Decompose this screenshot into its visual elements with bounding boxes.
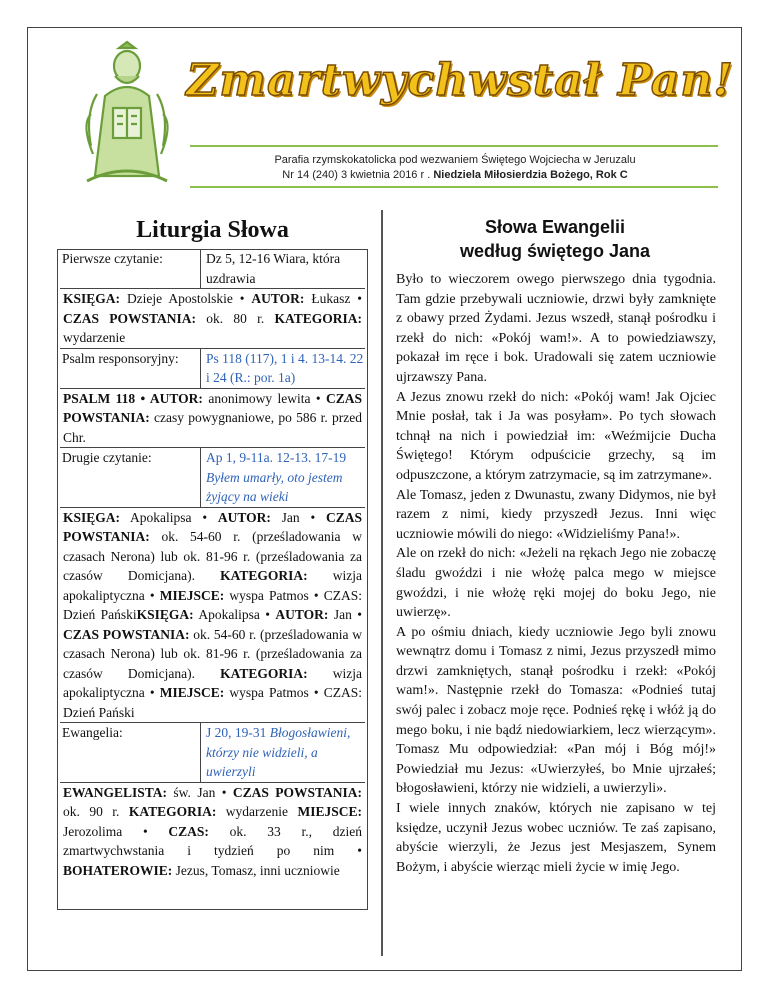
info-key: MIEJSCE: <box>297 804 362 819</box>
info-key: AUTOR: <box>275 607 329 622</box>
gospel-row <box>60 722 365 782</box>
info-value: Jan • <box>270 509 326 525</box>
info-value: ok. 90 r. <box>63 804 129 819</box>
newsletter-title: Zmartwychwstał Pan! <box>186 55 734 106</box>
info-value: Apokalipsa • <box>120 509 218 525</box>
gospel-label: Ewangelia: <box>62 725 123 740</box>
info-value: anonimowy lewita • <box>202 390 326 406</box>
info-key: KSIĘGA: <box>63 509 121 525</box>
first-reading-row <box>60 249 365 288</box>
info-value: Jerozolima • <box>63 823 169 839</box>
second-reading-info <box>60 507 365 723</box>
gospel-paragraph: Było to wieczorem owego pierwszego dnia tygodnia. Tam gdzie przebywali uczniowie, drzwi były zamknięte z obawy przed Żydami. Jezus wszedł, stanął pośrodku i rzekł do nich: «Pokój wam!». A to powiedziawszy, pokazał im ręce i bok. Uradowali się zatem uczniowie ujrzawszy Pana. <box>396 272 716 385</box>
gospel-paragraph: A Jezus znowu rzekł do nich: «Pokój wam! Jak Ojciec Mnie posłał, tak i Ja was posyłam». Po tych słowach tchnął na nich i powiedział im: «Weźmijcie Ducha Świętego! Którym odpuścicie grzechy, są im odpuszczone, a którym zatrzymacie, są im zatrzymane». <box>396 389 716 483</box>
info-key: PSALM 118 • AUTOR: <box>63 390 203 406</box>
info-key: CZAS POWSTANIA: <box>63 390 362 425</box>
column-divider <box>381 210 383 956</box>
psalm-row <box>60 348 365 388</box>
info-value: św. Jan • <box>167 784 233 800</box>
info-value: Apokalipsa • <box>193 607 276 622</box>
info-value: Łukasz • <box>304 291 362 306</box>
gospel-heading-line1: Słowa Ewangelii <box>484 217 626 237</box>
info-value: czasy powygnaniowe, po 586 r. przed Chr. <box>63 410 362 445</box>
info-key: KATEGORIA: <box>220 665 308 681</box>
info-key: EWANGELISTA: <box>63 784 168 800</box>
info-key: KSIĘGA: <box>63 291 121 306</box>
psalm-value: Ps 118 (117), 1 i 4. 13-14. 22 i 24 (R.: por. 1a) <box>200 349 365 388</box>
info-value: Jan • <box>328 607 362 622</box>
info-value: ok. 54-60 r. (prześladowania w czasach Nerona) lub ok. 81-96 r. (prześladowania za czasów Domicjana). <box>63 626 363 681</box>
info-key: CZAS POWSTANIA: <box>63 509 362 544</box>
liturgy-content <box>60 249 365 880</box>
parish-name: Parafia rzymskokatolicka pod wezwaniem Świętego Wojciecha w Jeruzalu <box>274 154 636 166</box>
info-key: CZAS POWSTANIA: <box>232 784 363 800</box>
info-value: wizja apokaliptyczna • <box>63 665 362 700</box>
info-key: KATEGORIA: <box>220 568 308 583</box>
info-value: Dzieje Apostolskie • <box>120 291 252 306</box>
info-key: KATEGORIA: <box>128 804 217 819</box>
info-key: MIEJSCE: <box>159 685 225 700</box>
gospel-paragraph: Ale Tomasz, jeden z Dwunastu, zwany Didymos, nie był razem z nimi, kiedy przyszedł Jezus. Inni więc uczniowie mówili do niego: «Widzieliśmy Pana!». <box>396 487 716 542</box>
first-reading-info <box>60 288 365 348</box>
second-reading-value <box>200 448 365 507</box>
gospel-paragraph: I wiele innych znaków, których nie zapisano w tej księdze, uczynił Jezus wobec uczniów. Te zaś zapisano, abyście wierzyli, że Jezus jest Mesjaszem, Synem Bożym, i abyście wierząc mieli życie w imię Jego. <box>396 801 716 875</box>
info-value: wizja apokaliptyczna • <box>63 568 362 603</box>
second-reading-theme: Byłem umarły, oto jestem żyjący na wieki <box>206 469 343 504</box>
gospel-value <box>200 723 365 782</box>
info-value: ok. 80 r. <box>196 310 275 326</box>
sunday-name: Niedziela Miłosierdzia Bożego, Rok C <box>433 169 628 181</box>
gospel-paragraph: Ale on rzekł do nich: «Jeżeli na rękach Jego nie zobaczę śladu gwoździ i nie włożę palca mego w miejsce gwoździ, i nie włożę ręki mojej do boku Jego, nie uwierzę». <box>396 546 716 621</box>
gospel-theme: Błogosławieni, którzy nie widzieli, a uwierzyli <box>206 725 351 779</box>
info-value: wyspa Patmos • CZAS: Dzień Pański <box>63 587 362 622</box>
second-reading-label: Drugie czytanie: <box>62 450 152 465</box>
info-value: wyspa Patmos • CZAS: Dzień Pański <box>63 685 362 720</box>
info-key: AUTOR: <box>251 291 305 306</box>
issue-info <box>190 169 720 181</box>
info-key: AUTOR: <box>217 509 271 525</box>
info-key: CZAS POWSTANIA: <box>63 626 190 642</box>
info-key: KSIĘGA: <box>136 607 194 622</box>
header-rule-top <box>190 145 718 147</box>
info-value: ok. 54-60 r. (prześladowania w czasach Nerona) lub ok. 81-96 r. (prześladowania za czasów Domicjana). <box>63 529 362 583</box>
info-key: CZAS POWSTANIA: <box>63 310 197 326</box>
psalm-label: Psalm responsoryjny: <box>62 350 179 366</box>
info-key: KATEGORIA: <box>274 310 362 326</box>
info-value: wydarzenie <box>63 330 126 345</box>
info-key: CZAS: <box>168 823 209 839</box>
first-reading-value: Dz 5, 12-16 Wiara, która uzdrawia <box>200 249 365 288</box>
info-value: ok. 33 r., dzień zmartwychwstania i tydzień po nim • <box>63 823 362 858</box>
saint-figure-icon <box>67 36 187 186</box>
gospel-heading-line2: według świętego Jana <box>459 241 651 261</box>
gospel-heading <box>395 215 715 263</box>
info-key: MIEJSCE: <box>159 587 225 603</box>
info-value: Jezus, Tomasz, inni uczniowie <box>172 862 340 878</box>
liturgy-title: Liturgia Słowa <box>136 217 289 243</box>
gospel-ref: J 20, 19-31 <box>206 725 267 740</box>
gospel-text <box>396 270 716 877</box>
gospel-info <box>60 782 365 881</box>
second-reading-ref: Ap 1, 9-11a. 12-13. 17-19 <box>206 450 347 465</box>
first-reading-label: Pierwsze czytanie: <box>62 251 163 266</box>
psalm-info <box>60 388 365 448</box>
info-key: BOHATEROWIE: <box>63 862 173 878</box>
info-value: wydarzenie <box>216 804 298 819</box>
header-rule-bottom <box>190 186 718 188</box>
gospel-paragraph: A po ośmiu dniach, kiedy uczniowie Jego byli znowu wewnątrz domu i Tomasz z nimi, Jezus przyszedł mimo drzwi zamkniętych, stanął pośrodku i rzekł: «Pokój wam!». Następnie rzekł do Tomasza: «Podnieś tutaj swój palec i zobacz moje ręce. Podnieś rękę i włóż ją do mego boku, i nie bądź niedowiarkiem, lecz wierzącym». Tomasz Mu odpowiedział: «Pan mój i Bóg mój!» Powiedział mu Jezus: «Uwierzyłeś, bo Mnie ujrzałeś; błogosławieni, którzy nie widzieli, a uwierzyli». <box>396 624 716 797</box>
issue-number-date: Nr 14 (240) 3 kwietnia 2016 r . <box>282 169 434 181</box>
second-reading-row <box>60 447 365 507</box>
